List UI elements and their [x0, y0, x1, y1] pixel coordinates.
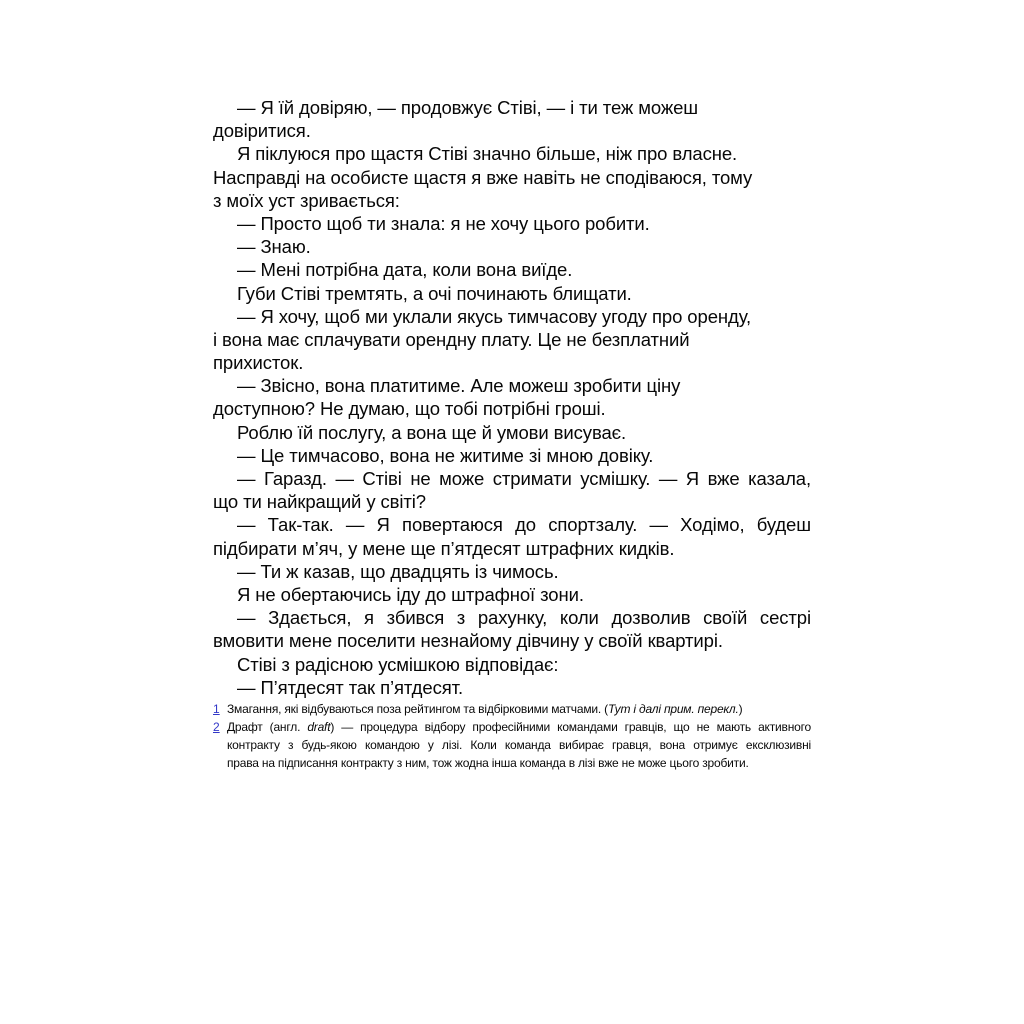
- body-line: — Ти ж казав, що двадцять із чимось.: [237, 560, 559, 582]
- body-line: — Я хочу, щоб ми уклали якусь тимчасову угоду про оренду,: [237, 305, 752, 327]
- body-line: Я піклуюся про щастя Стіві значно більше, ніж про власне.: [237, 143, 738, 165]
- body-line: — Це тимчасово, вона не житиме зі мною довіку.: [237, 444, 654, 466]
- body-line: — Так-так. — Я повертаюся до спортзалу. — Ходімо, будеш: [237, 514, 811, 536]
- body-line: — Просто щоб ти знала: я не хочу цього робити.: [237, 212, 650, 234]
- footnote-1-text: Змагання, які відбуваються поза рейтингом та відбірковими матчами. (: [227, 701, 608, 716]
- footnote-2-text-cont: ) — процедура відбору професійними командами гравців, що не мають активного: [330, 719, 811, 734]
- footnote-1-link[interactable]: 1: [213, 701, 220, 716]
- body-line: — П’ятдесят так п’ятдесят.: [237, 676, 463, 698]
- body-line: і вона має сплачувати орендну плату. Це не безплатний: [213, 328, 690, 350]
- body-line: — Мені потрібна дата, коли вона виїде.: [237, 259, 573, 281]
- body-line: Я не обертаючись іду до штрафної зони.: [237, 583, 584, 605]
- body-line: Роблю їй послугу, а вона ще й умови висуває.: [237, 421, 627, 443]
- footnote-2-line-1: [213, 718, 811, 736]
- body-line: — Звісно, вона платитиме. Але можеш зробити ціну: [237, 375, 681, 397]
- body-line: — Гаразд. — Стіві не може стримати усмішку. — Я вже казала,: [237, 468, 811, 489]
- body-line: що ти найкращий у світі?: [213, 491, 426, 513]
- footnote-2-text: Драфт (англ.: [227, 719, 308, 734]
- text-block: [213, 96, 811, 772]
- body-line: вмовити мене поселити незнайому дівчину у своїй квартирі.: [213, 630, 723, 652]
- footnote-2-line-3: права на підписання контракту з ним, тож жодна інша команда в лізі вже не може цього зробити.: [227, 755, 749, 770]
- body-line: довіритися.: [213, 120, 311, 142]
- footnote-2-italic-text: draft: [307, 719, 331, 734]
- body-line: — Я їй довіряю, — продовжує Стіві, — і ти теж можеш: [237, 97, 699, 118]
- footnotes: [213, 700, 811, 772]
- body-line: Стіві з радісною усмішкою відповідає:: [237, 653, 559, 675]
- footnote-1-italic-text: Тут і далі прим. перекл.: [607, 701, 739, 716]
- body-line: Губи Стіві тремтять, а очі починають блищати.: [237, 282, 632, 304]
- body-line: прихисток.: [213, 352, 304, 374]
- footnote-2-line-2: контракту з будь-якою командою у лізі. Коли команда вибирає гравця, вона отримує ексклюзивні: [227, 737, 811, 752]
- footnote-2-link[interactable]: 2: [213, 719, 220, 734]
- body-line: підбирати м’яч, у мене ще п’ятдесят штрафних кидків.: [213, 537, 675, 559]
- body-line: з моїх уст зривається:: [213, 189, 400, 211]
- body-line: Насправді на особисте щастя я вже навіть не сподіваюся, тому: [213, 166, 753, 188]
- body-line: доступною? Не думаю, що тобі потрібні гроші.: [213, 398, 606, 420]
- footnote-1-text-end: ): [738, 701, 743, 716]
- body-line: — Знаю.: [237, 236, 311, 258]
- footnote-1: [213, 700, 811, 718]
- body-line: — Здається, я збився з рахунку, коли дозволив своїй сестрі: [237, 607, 811, 629]
